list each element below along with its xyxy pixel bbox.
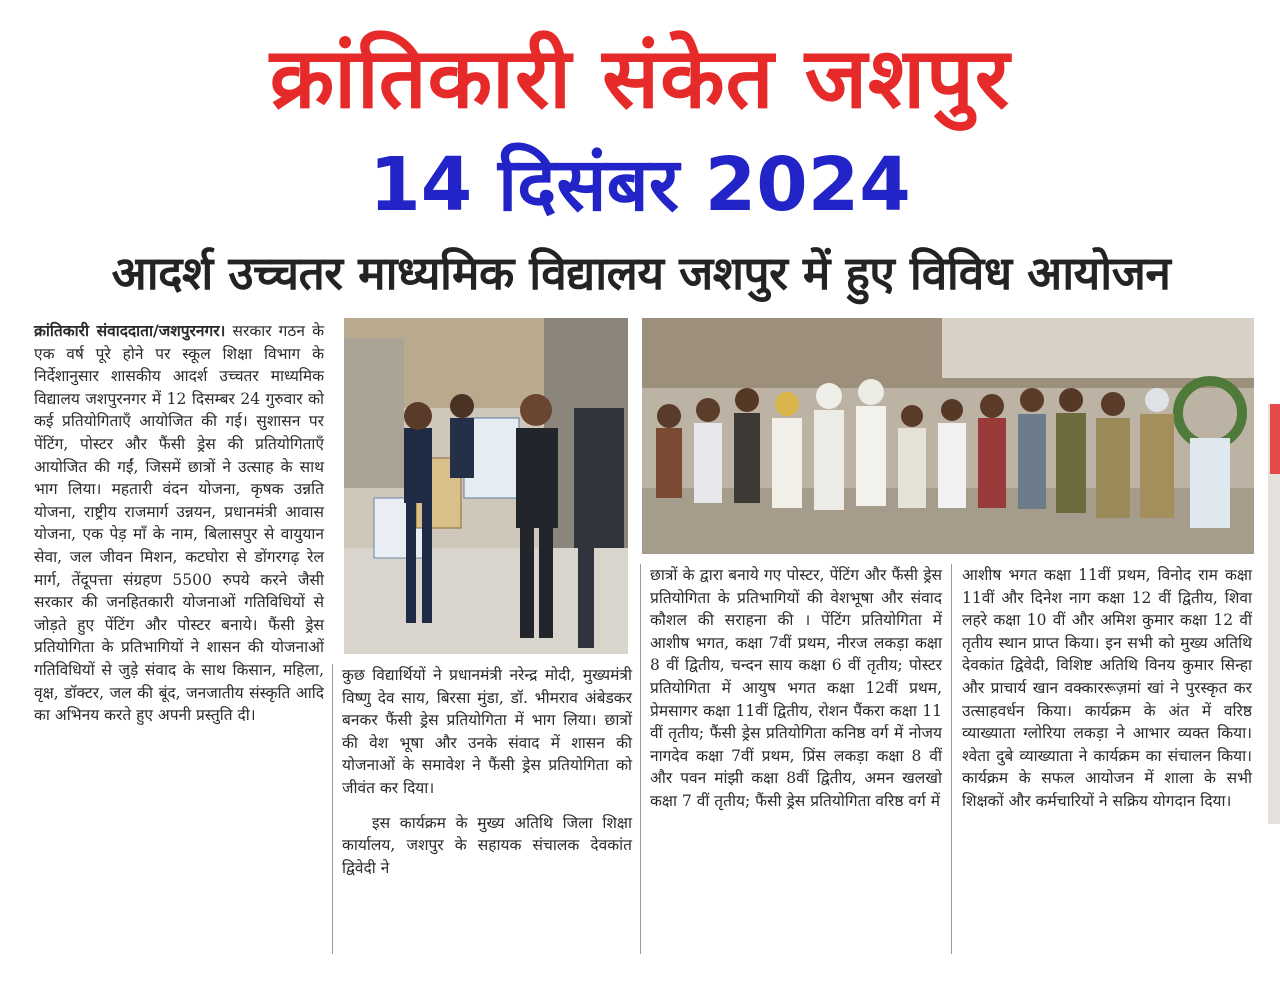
photo-poster-exhibition [344,318,628,654]
article-column-3 [650,564,942,964]
article-column-1 [34,320,324,960]
column-2-paragraph-2: इस कार्यक्रम के मुख्य अतिथि जिला शिक्षा कार्यालय, जशपुर के सहायक संचालक देवकांत द्विवेदी ने [342,813,632,877]
column-divider [640,564,641,954]
publication-date: 14 दिसंबर 2024 [369,142,911,228]
column-3-text: छात्रों के द्वारा बनाये गए पोस्टर, पेंटिंग और फैंसी ड्रेस प्रतियोगिता के प्रतिभागियों की वेशभूषा और संवाद कौशल की सराहना की । पेंटिंग प्रतियोगिता में आशीष भगत, कक्षा 7वीं प्रथम, नीरज लकड़ा कक्षा 8 वीं द्वितीय, चन्दन साय कक्षा 6 वीं तृतीय; पोस्टर प्रतियोगिता में आयुष भगत कक्षा 12वीं प्रथम, प्रेमसागर कक्षा 11वीं द्वितीय, रोशन पैंकरा कक्षा 11 वीं तृतीय; फैंसी ड्रेस प्रतियोगिता कनिष्ठ वर्ग में नोजय नागदेव कक्षा 7वीं प्रथम, प्रिंस लकड़ा कक्षा 8 वीं और पवन मांझी कक्षा 8वीं द्वितीय, अमन खलखो कक्षा 7 वीं तृतीय; फैंसी ड्रेस प्रतियोगिता वरिष्ठ वर्ग में [650,566,942,810]
article-column-4 [962,564,1252,964]
photo-poster-exhibition-image [344,318,628,654]
article-headline: आदर्श उच्चतर माध्यमिक विद्यालय जशपुर में हुए विविध आयोजन [111,246,1171,300]
photo-fancy-dress-group [642,318,1254,554]
column-1-text: सरकार गठन के एक वर्ष पूरे होने पर स्कूल शिक्षा विभाग के निर्देशानुसार शासकीय आदर्श उच्चतर माध्यमिक विद्यालय जशपुरनगर में 12 दिसम्बर 24 गुरुवार को कई प्रतियोगिताएँ आयोजित की गई। सुशासन पर पेंटिंग, पोस्टर और फैंसी ड्रेस की प्रतियोगिताएँ आयोजित की गईं, जिसमें छात्रों ने उत्साह के साथ भाग लिया। महतारी वंदन योजना, कृषक उन्नति योजना, राष्ट्रीय राजमार्ग उन्नयन, प्रधानमंत्री आवास योजना, एक पेड़ माँ के नाम, बिलासपुर से वायुयान सेवा, जल जीवन मिशन, कटघोरा से डोंगरगढ़ रेल मार्ग, तेंदूपत्ता संग्रहण 5500 रुपये करने जैसी सरकार की जनहितकारी योजनाओं गतिविधियों से जोड़ते हुए पेंटिंग और पोस्टर बनाये। फैंसी ड्रेस प्रतियोगिता के प्रतिभागियों ने शासन की योजनाओं गतिविधियों से जुड़े संवाद के साथ किसान, महिला, वृक्ष, डॉक्टर, जल की बूंद, जनजातीय संस्कृति आदि का अभिनय करते हुए अपनी प्रस्तुति दी। [34,322,324,725]
column-divider [332,664,333,954]
column-2-paragraph-1: कुछ विद्यार्थियों ने प्रधानमंत्री नरेन्द्र मोदी, मुख्यमंत्री विष्णु देव साय, बिरसा मुंडा, डॉ. भीमराव अंबेडकर बनकर फैंसी ड्रेस प्रतियोगिता में भाग लिया। छात्रों की वेश भूषा और उनके संवाद में शासन की योजनाओं के समावेश ने फैंसी ड्रेस प्रतियोगिता को जीवंत कर दिया। [342,666,632,797]
article-column-2 [342,664,632,964]
byline: क्रांतिकारी संवाददाता/जशपुरनगर। [34,321,226,340]
photo-fancy-dress-group-image [642,318,1254,554]
masthead-title: क्रांतिकारी संकेत जशपुर [269,29,1011,127]
adjacent-page-red-strip [1270,404,1280,474]
column-divider [951,564,952,954]
column-4-text: आशीष भगत कक्षा 11वीं प्रथम, विनोद राम कक्षा 11वीं और दिनेश नाग कक्षा 12 वीं द्वितीय, शिवा लहरे कक्षा 10 वीं और अमिश कुमार कक्षा 12 वीं तृतीय स्थान प्राप्त किया। इन सभी को मुख्य अतिथि देवकांत द्विवेदी, विशिष्ट अतिथि विनय कुमार सिन्हा और प्राचार्य खान वक्काररूज़मां खां ने पुरस्कृत कर उत्साहवर्धन किया। कार्यक्रम के अंत में वरिष्ठ व्याख्याता ग्लोरिया लकड़ा ने आभार व्यक्त किया। श्वेता दुबे व्याख्याता ने कार्यक्रम का संचालन किया। कार्यक्रम के सफल आयोजन में शाला के सभी शिक्षकों और कर्मचारियों ने सक्रिय योगदान दिया। [962,566,1252,810]
